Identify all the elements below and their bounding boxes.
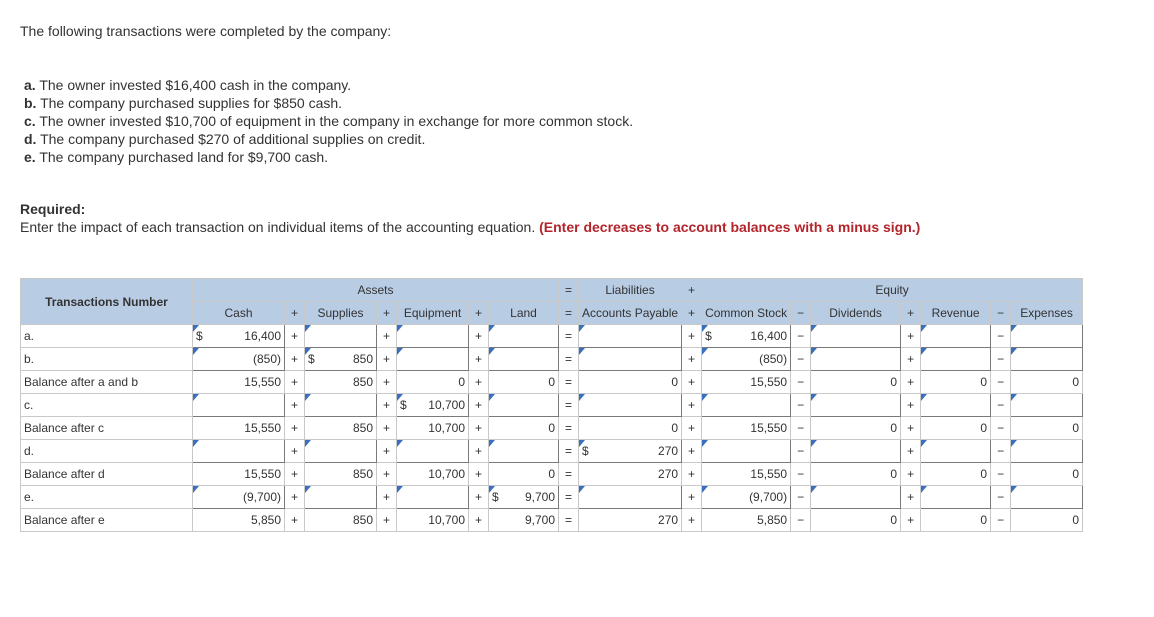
revenue-cell[interactable] [921, 394, 991, 417]
row-label: e. [21, 486, 193, 509]
cell-value: 15,550 [750, 421, 788, 435]
revenue-cell[interactable] [921, 325, 991, 348]
transaction-list [24, 76, 633, 166]
col-header-expenses: Expenses [1011, 302, 1083, 325]
accounts-payable-cell[interactable] [579, 440, 682, 463]
table-row [21, 463, 1083, 486]
cell-value: 850 [352, 375, 373, 389]
plus-sign: + [469, 509, 489, 532]
cell-value: 0 [980, 375, 988, 389]
plus-sign: + [682, 509, 702, 532]
dollar-sign: $ [196, 329, 203, 343]
cell-value: 0 [671, 375, 679, 389]
row-label: Balance after e [21, 509, 193, 532]
equals-sign: = [559, 394, 579, 417]
plus-sign: + [469, 417, 489, 440]
cash-cell[interactable] [193, 394, 285, 417]
cash-cell [193, 509, 285, 532]
transaction-text: The company purchased $270 of additional supplies on credit. [40, 131, 426, 147]
land-cell [489, 371, 559, 394]
minus-sign: − [991, 486, 1011, 509]
col-header-dividends: Dividends [811, 302, 901, 325]
plus-sign: + [285, 509, 305, 532]
plus-sign: + [682, 440, 702, 463]
minus-sign: − [991, 348, 1011, 371]
cell-value: 270 [658, 467, 679, 481]
cell-value: 16,400 [244, 329, 281, 343]
equals-sign: = [559, 417, 579, 440]
col-header-accounts-payable: Accounts Payable [579, 302, 682, 325]
equipment-cell [397, 463, 469, 486]
supplies-cell [305, 417, 377, 440]
row-label: c. [21, 394, 193, 417]
table-group-header-row [21, 279, 1083, 302]
plus-sign: + [901, 417, 921, 440]
minus-sign: − [791, 417, 811, 440]
plus-sign: + [901, 302, 921, 325]
table-row [21, 325, 1083, 348]
revenue-cell [921, 463, 991, 486]
transaction-text: The company purchased land for $9,700 cash. [39, 149, 329, 165]
cash-cell[interactable] [193, 325, 285, 348]
supplies-cell [305, 463, 377, 486]
plus-sign: + [377, 509, 397, 532]
plus-sign: + [469, 371, 489, 394]
plus-sign: + [682, 486, 702, 509]
cash-cell [193, 371, 285, 394]
equipment-cell[interactable] [397, 440, 469, 463]
transaction-text: The owner invested $16,400 cash in the company. [39, 77, 352, 93]
equals-sign: = [559, 463, 579, 486]
equals-sign: = [559, 348, 579, 371]
transaction-text: The company purchased supplies for $850 cash. [40, 95, 343, 111]
cell-value: 0 [548, 375, 555, 389]
land-cell [489, 417, 559, 440]
required-text: Enter the impact of each transaction on individual items of the accounting equation. [20, 219, 536, 235]
plus-sign: + [377, 417, 397, 440]
transaction-text: The owner invested $10,700 of equipment in the company in exchange for more common stock. [39, 113, 634, 129]
minus-sign: − [791, 463, 811, 486]
plus-sign: + [377, 394, 397, 417]
required-emphasis: (Enter decreases to account balances with a minus sign.) [539, 219, 921, 235]
plus-sign: + [377, 463, 397, 486]
row-label: Balance after a and b [21, 371, 193, 394]
plus-sign: + [469, 325, 489, 348]
col-header-equipment: Equipment [397, 302, 469, 325]
plus-sign: + [682, 325, 702, 348]
accounts-payable-cell[interactable] [579, 348, 682, 371]
dollar-sign: $ [582, 444, 589, 458]
plus-sign: + [285, 394, 305, 417]
equipment-cell [397, 371, 469, 394]
plus-sign: + [285, 440, 305, 463]
supplies-cell[interactable] [305, 394, 377, 417]
intro-text: The following transactions were completed by the company: [20, 23, 392, 39]
cell-value: 5,850 [250, 513, 281, 527]
transaction-item [24, 148, 633, 166]
row-label: Balance after c [21, 417, 193, 440]
required-heading: Required: [20, 201, 86, 217]
equals-sign: = [559, 302, 579, 325]
supplies-cell[interactable] [305, 325, 377, 348]
cell-value: 0 [980, 513, 988, 527]
expenses-cell[interactable] [1011, 440, 1083, 463]
cash-cell[interactable] [193, 486, 285, 509]
cell-value: 10,700 [428, 421, 465, 435]
plus-sign: + [901, 348, 921, 371]
minus-sign: − [791, 440, 811, 463]
cell-value: 0 [548, 421, 555, 435]
plus-sign: + [469, 486, 489, 509]
cell-value: 270 [658, 444, 679, 458]
minus-sign: − [791, 302, 811, 325]
equals-sign: = [559, 279, 579, 302]
transaction-letter: e. [24, 149, 36, 165]
cell-value: 0 [890, 421, 898, 435]
plus-sign: + [469, 348, 489, 371]
common-stock-cell[interactable] [702, 348, 791, 371]
cell-value: 0 [548, 467, 555, 481]
expenses-cell [1011, 509, 1083, 532]
row-label: a. [21, 325, 193, 348]
plus-sign: + [901, 394, 921, 417]
plus-sign: + [377, 440, 397, 463]
dollar-sign: $ [492, 490, 499, 504]
dividends-cell [811, 509, 901, 532]
supplies-cell[interactable] [305, 440, 377, 463]
cash-cell [193, 417, 285, 440]
common-stock-cell [702, 509, 791, 532]
dividends-cell [811, 417, 901, 440]
row-label: b. [21, 348, 193, 371]
cell-value: (850) [759, 352, 788, 366]
plus-sign: + [285, 371, 305, 394]
plus-sign: + [285, 463, 305, 486]
plus-sign: + [901, 463, 921, 486]
accounts-payable-cell[interactable] [579, 325, 682, 348]
cell-value: 15,550 [750, 467, 788, 481]
cell-value: 10,700 [428, 467, 465, 481]
dividends-cell[interactable] [811, 348, 901, 371]
plus-sign: + [285, 417, 305, 440]
minus-sign: − [791, 371, 811, 394]
cell-value: 0 [890, 467, 898, 481]
plus-sign: + [682, 348, 702, 371]
col-header-supplies: Supplies [305, 302, 377, 325]
plus-sign: + [901, 325, 921, 348]
plus-sign: + [901, 486, 921, 509]
minus-sign: − [791, 325, 811, 348]
cell-value: 0 [890, 375, 898, 389]
plus-sign: + [682, 463, 702, 486]
cell-value: 0 [980, 467, 988, 481]
col-header-transactions-number: Transactions Number [21, 279, 193, 325]
common-stock-cell[interactable] [702, 440, 791, 463]
required-section [20, 200, 950, 236]
group-header-equity: Equity [702, 279, 1083, 302]
expenses-cell [1011, 371, 1083, 394]
expenses-cell[interactable] [1011, 394, 1083, 417]
land-cell[interactable] [489, 440, 559, 463]
row-label: d. [21, 440, 193, 463]
table-row [21, 417, 1083, 440]
common-stock-cell[interactable] [702, 394, 791, 417]
group-header-assets: Assets [193, 279, 559, 302]
expenses-cell [1011, 463, 1083, 486]
dividends-cell[interactable] [811, 486, 901, 509]
accounts-payable-cell [579, 417, 682, 440]
transaction-item [24, 112, 633, 130]
plus-sign: + [682, 394, 702, 417]
cell-value: 0 [980, 421, 988, 435]
supplies-cell [305, 371, 377, 394]
minus-sign: − [791, 486, 811, 509]
plus-sign: + [469, 394, 489, 417]
equipment-cell [397, 417, 469, 440]
equals-sign: = [559, 440, 579, 463]
cell-value: 0 [1072, 421, 1080, 435]
equals-sign: = [559, 371, 579, 394]
expenses-cell[interactable] [1011, 325, 1083, 348]
dividends-cell[interactable] [811, 440, 901, 463]
common-stock-cell[interactable] [702, 486, 791, 509]
cash-cell[interactable] [193, 348, 285, 371]
equals-sign: = [559, 509, 579, 532]
dividends-cell [811, 463, 901, 486]
cell-value: 9,700 [524, 490, 555, 504]
col-header-cash: Cash [193, 302, 285, 325]
transaction-letter: c. [24, 113, 36, 129]
cell-value: 0 [1072, 467, 1080, 481]
expenses-cell [1011, 417, 1083, 440]
cell-value: 850 [352, 421, 373, 435]
cell-value: 850 [352, 352, 373, 366]
equipment-cell[interactable] [397, 325, 469, 348]
land-cell[interactable] [489, 348, 559, 371]
cell-value: (9,700) [749, 490, 788, 504]
common-stock-cell [702, 463, 791, 486]
cell-value: 5,850 [757, 513, 788, 527]
minus-sign: − [991, 440, 1011, 463]
row-label: Balance after d [21, 463, 193, 486]
transaction-letter: b. [24, 95, 37, 111]
dollar-sign: $ [308, 352, 315, 366]
transaction-item [24, 130, 633, 148]
plus-sign: + [377, 325, 397, 348]
transaction-item [24, 94, 633, 112]
common-stock-cell [702, 417, 791, 440]
dividends-cell[interactable] [811, 394, 901, 417]
cash-cell [193, 463, 285, 486]
cell-value: 10,700 [428, 398, 465, 412]
cell-value: 10,700 [428, 513, 465, 527]
table-row [21, 394, 1083, 417]
plus-sign: + [901, 440, 921, 463]
dividends-cell[interactable] [811, 325, 901, 348]
cell-value: 0 [1072, 375, 1080, 389]
cell-value: 0 [890, 513, 898, 527]
minus-sign: − [791, 394, 811, 417]
plus-sign: + [901, 371, 921, 394]
accounts-payable-cell[interactable] [579, 394, 682, 417]
common-stock-cell[interactable] [702, 325, 791, 348]
cell-value: 0 [458, 375, 465, 389]
plus-sign: + [377, 371, 397, 394]
land-cell[interactable] [489, 325, 559, 348]
cell-value: 0 [1072, 513, 1080, 527]
cash-cell[interactable] [193, 440, 285, 463]
revenue-cell [921, 509, 991, 532]
plus-sign: + [285, 302, 305, 325]
cell-value: 850 [352, 513, 373, 527]
equipment-cell[interactable] [397, 486, 469, 509]
cell-value: 15,550 [750, 375, 788, 389]
revenue-cell [921, 417, 991, 440]
cell-value: 850 [352, 467, 373, 481]
table-row [21, 348, 1083, 371]
land-cell[interactable] [489, 394, 559, 417]
cell-value: 0 [671, 421, 679, 435]
group-header-liabilities: Liabilities [579, 279, 682, 302]
minus-sign: − [791, 509, 811, 532]
common-stock-cell [702, 371, 791, 394]
minus-sign: − [991, 509, 1011, 532]
transaction-letter: d. [24, 131, 37, 147]
land-cell [489, 463, 559, 486]
plus-sign: + [901, 509, 921, 532]
revenue-cell[interactable] [921, 486, 991, 509]
supplies-cell[interactable] [305, 348, 377, 371]
plus-sign: + [285, 325, 305, 348]
accounts-payable-cell [579, 371, 682, 394]
cell-value: (850) [252, 352, 281, 366]
cell-value: 15,550 [244, 421, 281, 435]
equals-sign: = [559, 325, 579, 348]
supplies-cell [305, 509, 377, 532]
plus-sign: + [469, 302, 489, 325]
transaction-letter: a. [24, 77, 36, 93]
equipment-cell[interactable] [397, 348, 469, 371]
revenue-cell[interactable] [921, 440, 991, 463]
plus-sign: + [682, 371, 702, 394]
supplies-cell[interactable] [305, 486, 377, 509]
land-cell[interactable] [489, 486, 559, 509]
minus-sign: − [991, 302, 1011, 325]
revenue-cell [921, 371, 991, 394]
table-row [21, 371, 1083, 394]
dividends-cell [811, 371, 901, 394]
plus-sign: + [469, 440, 489, 463]
minus-sign: − [991, 325, 1011, 348]
expenses-cell[interactable] [1011, 348, 1083, 371]
col-header-revenue: Revenue [921, 302, 991, 325]
accounts-payable-cell [579, 509, 682, 532]
col-header-common-stock: Common Stock [702, 302, 791, 325]
plus-sign: + [682, 417, 702, 440]
equals-sign: = [559, 486, 579, 509]
cell-value: 15,550 [244, 375, 281, 389]
plus-sign: + [469, 463, 489, 486]
table-row [21, 486, 1083, 509]
accounting-equation-table [20, 278, 1083, 532]
minus-sign: − [991, 371, 1011, 394]
revenue-cell[interactable] [921, 348, 991, 371]
table-row [21, 440, 1083, 463]
plus-sign: + [285, 486, 305, 509]
cell-value: 270 [658, 513, 679, 527]
minus-sign: − [991, 394, 1011, 417]
accounts-payable-cell[interactable] [579, 486, 682, 509]
plus-sign: + [682, 302, 702, 325]
plus-sign: + [377, 486, 397, 509]
minus-sign: − [791, 348, 811, 371]
plus-sign: + [377, 302, 397, 325]
dollar-sign: $ [705, 329, 712, 343]
transaction-item [24, 76, 633, 94]
plus-sign: + [377, 348, 397, 371]
plus-sign: + [682, 279, 702, 302]
table-row [21, 509, 1083, 532]
cell-value: 9,700 [524, 513, 555, 527]
dollar-sign: $ [400, 398, 407, 412]
expenses-cell[interactable] [1011, 486, 1083, 509]
plus-sign: + [285, 348, 305, 371]
accounts-payable-cell [579, 463, 682, 486]
equipment-cell [397, 509, 469, 532]
land-cell [489, 509, 559, 532]
minus-sign: − [991, 463, 1011, 486]
cell-value: 16,400 [750, 329, 788, 343]
equipment-cell[interactable] [397, 394, 469, 417]
minus-sign: − [991, 417, 1011, 440]
col-header-land: Land [489, 302, 559, 325]
cell-value: (9,700) [242, 490, 281, 504]
cell-value: 15,550 [244, 467, 281, 481]
